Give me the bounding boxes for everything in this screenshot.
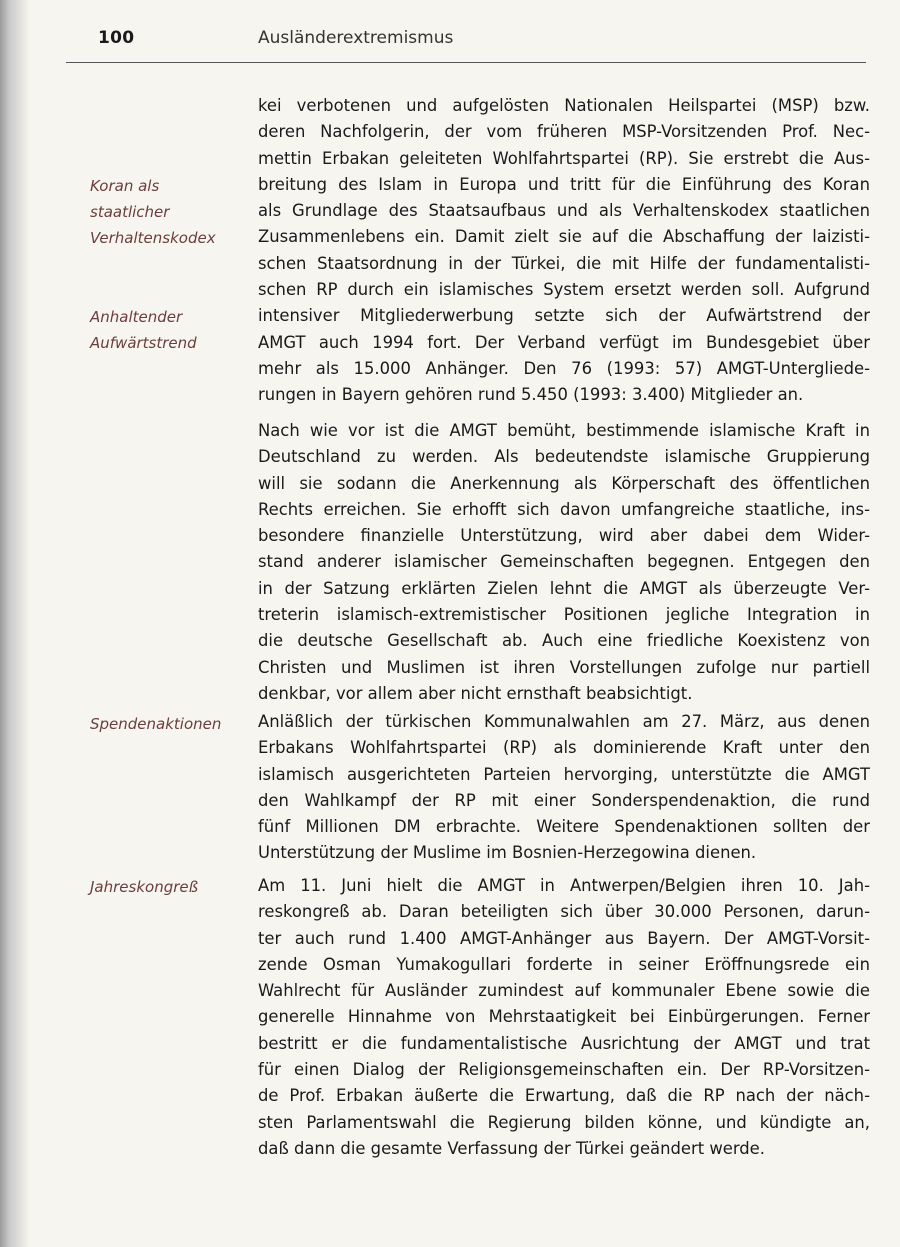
margin-note-line: Koran als — [90, 177, 160, 195]
page-binding-shadow — [0, 0, 30, 1247]
text-line: generelle Hinnahme von Mehrstaatigkeit bei Einbürgerungen. Ferner — [258, 1007, 870, 1027]
margin-note-line: Anhaltender — [90, 308, 183, 326]
margin-note-spendenaktionen — [90, 711, 250, 737]
text-line: schen Staatsordnung in der Türkei, die mit Hilfe der fundamentalisti- — [258, 253, 870, 273]
paragraph-amgt-recognition — [258, 418, 870, 707]
text-line: fünf Millionen DM erbrachte. Weitere Spendenaktionen sollten der — [258, 817, 870, 837]
text-line: reskongreß ab. Daran beteiligten sich über 30.000 Personen, darun- — [258, 902, 870, 922]
page-header — [0, 0, 900, 64]
header-rule — [66, 62, 866, 63]
text-line: kei verbotenen und aufgelösten Nationalen Heilspartei (MSP) bzw. — [258, 96, 870, 115]
text-line: Unterstützung der Muslime im Bosnien-Herzegowina dienen. — [258, 843, 757, 863]
text-line: Wahlrecht für Ausländer zumindest auf kommunaler Ebene sowie die — [258, 981, 870, 1001]
paragraph-annual-congress — [258, 873, 870, 1162]
margin-note-line: Verhaltenskodex — [90, 229, 216, 247]
text-line: mettin Erbakan geleiteten Wohlfahrtspartei (RP). Sie erstrebt die Aus- — [258, 148, 870, 168]
text-line: will sie sodann die Anerkennung als Körperschaft des öffentlichen — [258, 473, 870, 493]
text-line: für einen Dialog der Religionsgemeinschaften ein. Der RP-Vorsitzen- — [258, 1060, 870, 1080]
margin-note-line: Aufwärtstrend — [90, 334, 197, 352]
text-line: zende Osman Yumakogullari forderte in seiner Eröffnungsrede ein — [258, 954, 870, 974]
margin-note-jahreskongress — [90, 874, 250, 900]
text-line: Anläßlich der türkischen Kommunalwahlen am 27. März, aus denen — [258, 712, 870, 731]
text-line: Christen und Muslimen ist ihren Vorstellungen zufolge nur partiell — [258, 657, 870, 677]
text-line: ter auch rund 1.400 AMGT-Anhänger aus Bayern. Der AMGT-Vorsit- — [258, 928, 870, 948]
text-line: bestritt er die fundamentalistische Ausrichtung der AMGT und trat — [258, 1033, 870, 1053]
text-line: AMGT auch 1994 fort. Der Verband verfügt im Bundesgebiet über — [258, 332, 870, 352]
text-line: islamisch ausgerichteten Parteien hervorging, unterstützte die AMGT — [258, 764, 870, 784]
text-line: mehr als 15.000 Anhänger. Den 76 (1993: 57) AMGT-Untergliede- — [258, 358, 870, 378]
paragraph-donations — [258, 709, 870, 867]
text-line: de Prof. Erbakan äußerte die Erwartung, daß die RP nach der näch- — [258, 1086, 870, 1106]
text-line: breitung des Islam in Europa und tritt für die Einführung des Koran — [258, 174, 870, 194]
text-line: sten Parlamentswahl die Regierung bilden könne, und kündigte an, — [258, 1112, 870, 1132]
text-line: den Wahlkampf der RP mit einer Sonderspendenaktion, die rund — [258, 790, 870, 810]
paragraph-amgt-goals — [258, 93, 870, 409]
text-line: Zusammenlebens ein. Damit zielt sie auf die Abschaffung der laizisti- — [258, 227, 870, 247]
text-line: Rechts erreichen. Sie erhofft sich davon umfangreiche staatliche, ins- — [258, 499, 870, 519]
running-title: Ausländerextremismus — [258, 28, 454, 48]
text-line: stand anderer islamischer Gemeinschaften begegnen. Entgegen den — [258, 552, 870, 572]
text-line: daß dann die gesamte Verfassung der Türkei geändert werde. — [258, 1138, 765, 1158]
page-number: 100 — [98, 28, 135, 48]
text-line: treterin islamisch-extremistischer Positionen jegliche Integration in — [258, 605, 870, 625]
text-line: intensiver Mitgliederwerbung setzte sich der Aufwärtstrend der — [258, 306, 870, 326]
text-line: besondere finanzielle Unterstützung, wird aber dabei dem Wider- — [258, 526, 870, 546]
text-line: in der Satzung erklärten Zielen lehnt die AMGT als überzeugte Ver- — [258, 578, 870, 598]
margin-note-koran — [90, 173, 250, 251]
margin-note-line: Spendenaktionen — [90, 715, 222, 733]
text-line: rungen in Bayern gehören rund 5.450 (1993: 3.400) Mitglieder an. — [258, 385, 804, 405]
text-line: die deutsche Gesellschaft ab. Auch eine friedliche Koexistenz von — [258, 631, 870, 651]
text-line: Nach wie vor ist die AMGT bemüht, bestimmende islamische Kraft in — [258, 421, 870, 440]
text-line: Am 11. Juni hielt die AMGT in Antwerpen/Belgien ihren 10. Jah- — [258, 876, 870, 895]
text-line: als Grundlage des Staatsaufbaus und als Verhaltenskodex staatlichen — [258, 201, 870, 221]
margin-note-line: staatlicher — [90, 203, 170, 221]
text-line: schen RP durch ein islamisches System ersetzt werden soll. Aufgrund — [258, 280, 870, 300]
text-line: Deutschland zu werden. Als bedeutendste islamische Gruppierung — [258, 447, 870, 467]
text-line: denkbar, vor allem aber nicht ernsthaft beabsichtigt. — [258, 683, 693, 703]
text-line: Erbakans Wohlfahrtspartei (RP) als dominierende Kraft unter den — [258, 738, 870, 758]
text-line: deren Nachfolgerin, der vom früheren MSP-Vorsitzenden Prof. Nec- — [258, 122, 870, 142]
margin-note-line: Jahreskongreß — [90, 878, 199, 896]
margin-note-aufwaertstrend — [90, 304, 250, 356]
